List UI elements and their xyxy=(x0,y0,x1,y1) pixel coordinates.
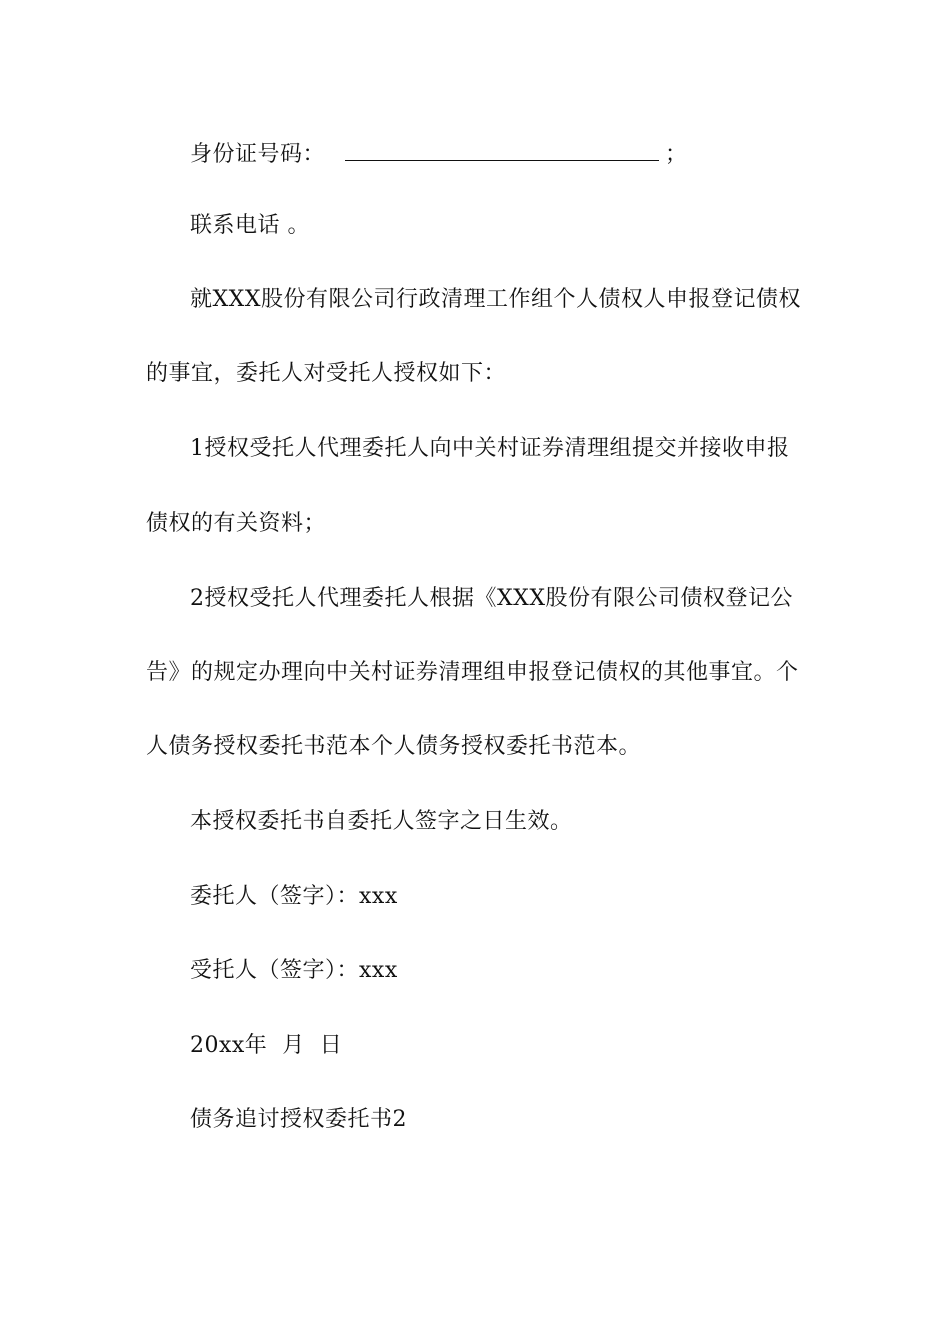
item-2-line-1: 2授权受托人代理委托人根据《XXX股份有限公司债权登记公 xyxy=(190,586,793,611)
item-1-line-1: 1授权受托人代理委托人向中关村证券清理组提交并接收申报 xyxy=(190,436,790,461)
id-number-suffix: ； xyxy=(665,142,688,167)
id-number-line xyxy=(190,138,826,170)
date-line: 20xx年 月 日 xyxy=(190,1033,343,1058)
next-section-title: 债务追讨授权委托书2 xyxy=(190,1107,407,1132)
paragraph-1-line-2: 的事宜，委托人对受托人授权如下： xyxy=(146,361,507,386)
paragraph-1-line-1: 就XXX股份有限公司行政清理工作组个人债权人申报登记债权 xyxy=(190,287,801,312)
id-number-blank xyxy=(345,138,659,161)
effective-statement: 本授权委托书自委托人签字之日生效。 xyxy=(190,809,573,834)
phone-line: 联系电话 。 xyxy=(190,213,310,238)
agent-signature: 受托人（签字）：xxx xyxy=(190,958,398,983)
principal-signature: 委托人（签字）：xxx xyxy=(190,884,398,909)
item-2-line-2: 告》的规定办理向中关村证券清理组申报登记债权的其他事宜。个 xyxy=(146,660,799,685)
item-1-line-2: 债权的有关资料； xyxy=(146,511,327,536)
item-2-line-3: 人债务授权委托书范本个人债务授权委托书范本。 xyxy=(146,734,642,759)
id-number-label: 身份证号码： xyxy=(190,142,326,167)
